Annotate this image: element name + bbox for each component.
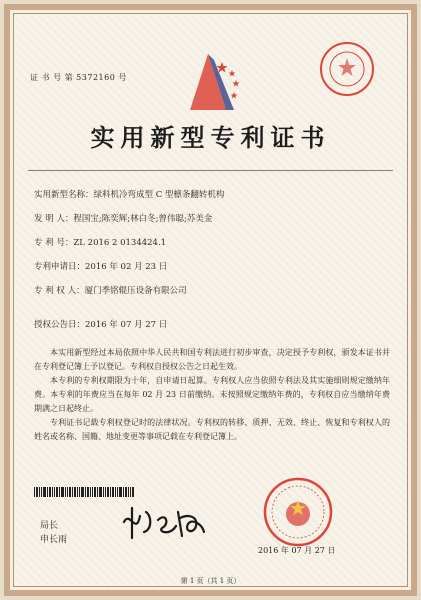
field-filing-date-label: 专利申请日： xyxy=(34,262,86,272)
field-grant-date-label: 授权公告日： xyxy=(34,320,86,330)
field-grant-date-value: 2016 年 07 月 27 日 xyxy=(85,320,168,330)
field-name-label: 实用新型名称： xyxy=(34,190,94,200)
field-name-value: 绿料机冷弯成型 C 型檩条翻转机构 xyxy=(93,190,225,200)
seal-date: 2016 年 07 月 27 日 xyxy=(258,546,336,555)
paragraph-2: 本专利的专利权期限为十年，自申请日起算。专利权人应当依照专利法及其实施细则规定缴纳年费。本专利的年费应当在每年 02 月 23 日前缴纳。未按照规定缴纳年费的，专利权自应当缴纳年费期满之日起终止。 xyxy=(34,376,390,413)
director-signature-icon xyxy=(118,502,208,546)
field-inventor-label: 发 明 人： xyxy=(34,214,74,224)
field-name xyxy=(34,188,224,200)
field-filing-date xyxy=(34,260,167,272)
cnipa-logo-icon xyxy=(182,52,242,114)
certificate-number: 证 书 号 第 5372160 号 xyxy=(30,73,127,82)
field-patent-no xyxy=(34,236,166,248)
director-name: 申长雨 xyxy=(40,535,68,545)
barcode-icon xyxy=(34,482,134,492)
field-patent-no-value: ZL 2016 2 0134424.1 xyxy=(73,238,167,248)
corner-seal-icon xyxy=(318,40,376,102)
title-divider xyxy=(28,170,393,171)
paragraph-1: 本实用新型经过本局依照中华人民共和国专利法进行初步审查，决定授予专利权，颁发本证书并在专利登记簿上予以登记。专利权自授权公告之日起生效。 xyxy=(34,348,390,371)
field-holder-label: 专 利 权 人： xyxy=(34,286,85,296)
paragraph-3: 专利证书记载专利权登记时的法律状况。专利权的转移、质押、无效、终止、恢复和专利权人的姓名或名称、国籍、地址变更等事项记载在专利登记簿上。 xyxy=(34,418,390,441)
legal-text xyxy=(34,346,390,444)
page-footer: 第 1 页（共 1 页） xyxy=(180,577,241,585)
field-grant-date xyxy=(34,318,167,330)
official-seal-icon xyxy=(262,476,334,552)
certificate-title: 实用新型专利证书 xyxy=(90,123,331,152)
field-holder-value: 厦门季铭辊压设备有限公司 xyxy=(84,286,187,296)
field-filing-date-value: 2016 年 02 月 23 日 xyxy=(85,262,168,272)
director-title: 局长 xyxy=(40,521,59,531)
field-inventor-value: 程国宝;陈奕辉;林白冬;曾伟聪;苏美金 xyxy=(73,214,213,224)
field-inventor xyxy=(34,212,212,224)
field-patent-no-label: 专 利 号： xyxy=(34,238,74,248)
field-holder xyxy=(34,284,187,296)
